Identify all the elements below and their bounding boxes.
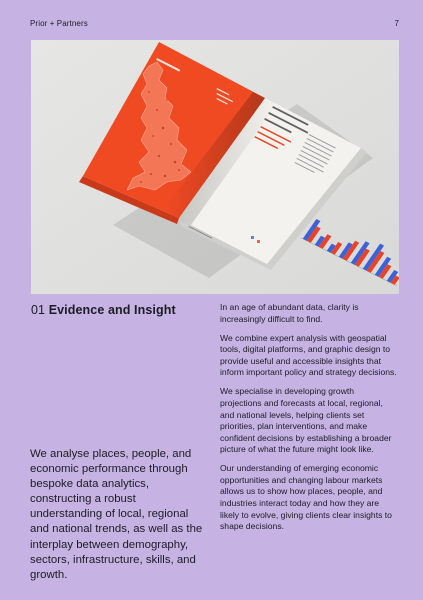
body-paragraph: Our understanding of emerging economic opportunities and changing labour markets allows us to show how places, people, and industries interact today and how they are likely to evolve, giving clients clear insights to shape decisions. (220, 463, 392, 532)
brand-name: Prior + Partners (30, 19, 88, 28)
body-text-column (220, 302, 398, 540)
page-number: 7 (394, 19, 399, 28)
section-number: 01 (31, 303, 46, 317)
body-paragraph: In an age of abundant data, clarity is increasingly difficult to find. (220, 302, 359, 324)
lead-paragraph: We analyse places, people, and economic performance through bespoke data analytics, constructing a robust understanding of local, regional and national trends, as well as the interplay between demography, sectors, infrastructure, skills, and growth. (30, 448, 203, 581)
body-paragraph: We combine expert analysis with geospatial tools, digital platforms, and graphic design to provide useful and accessible insights that inform important policy and strategy decisions. (220, 332, 397, 378)
report-photo (31, 40, 399, 294)
body-paragraph: We specialise in developing growth projections and forecasts at local, regional, and national levels, helping clients set priorities, plan interventions, and make confident decisions by establishing a broader picture of what the future might look like. (220, 386, 392, 455)
section-heading (31, 303, 176, 317)
section-title: Evidence and Insight (48, 303, 176, 317)
